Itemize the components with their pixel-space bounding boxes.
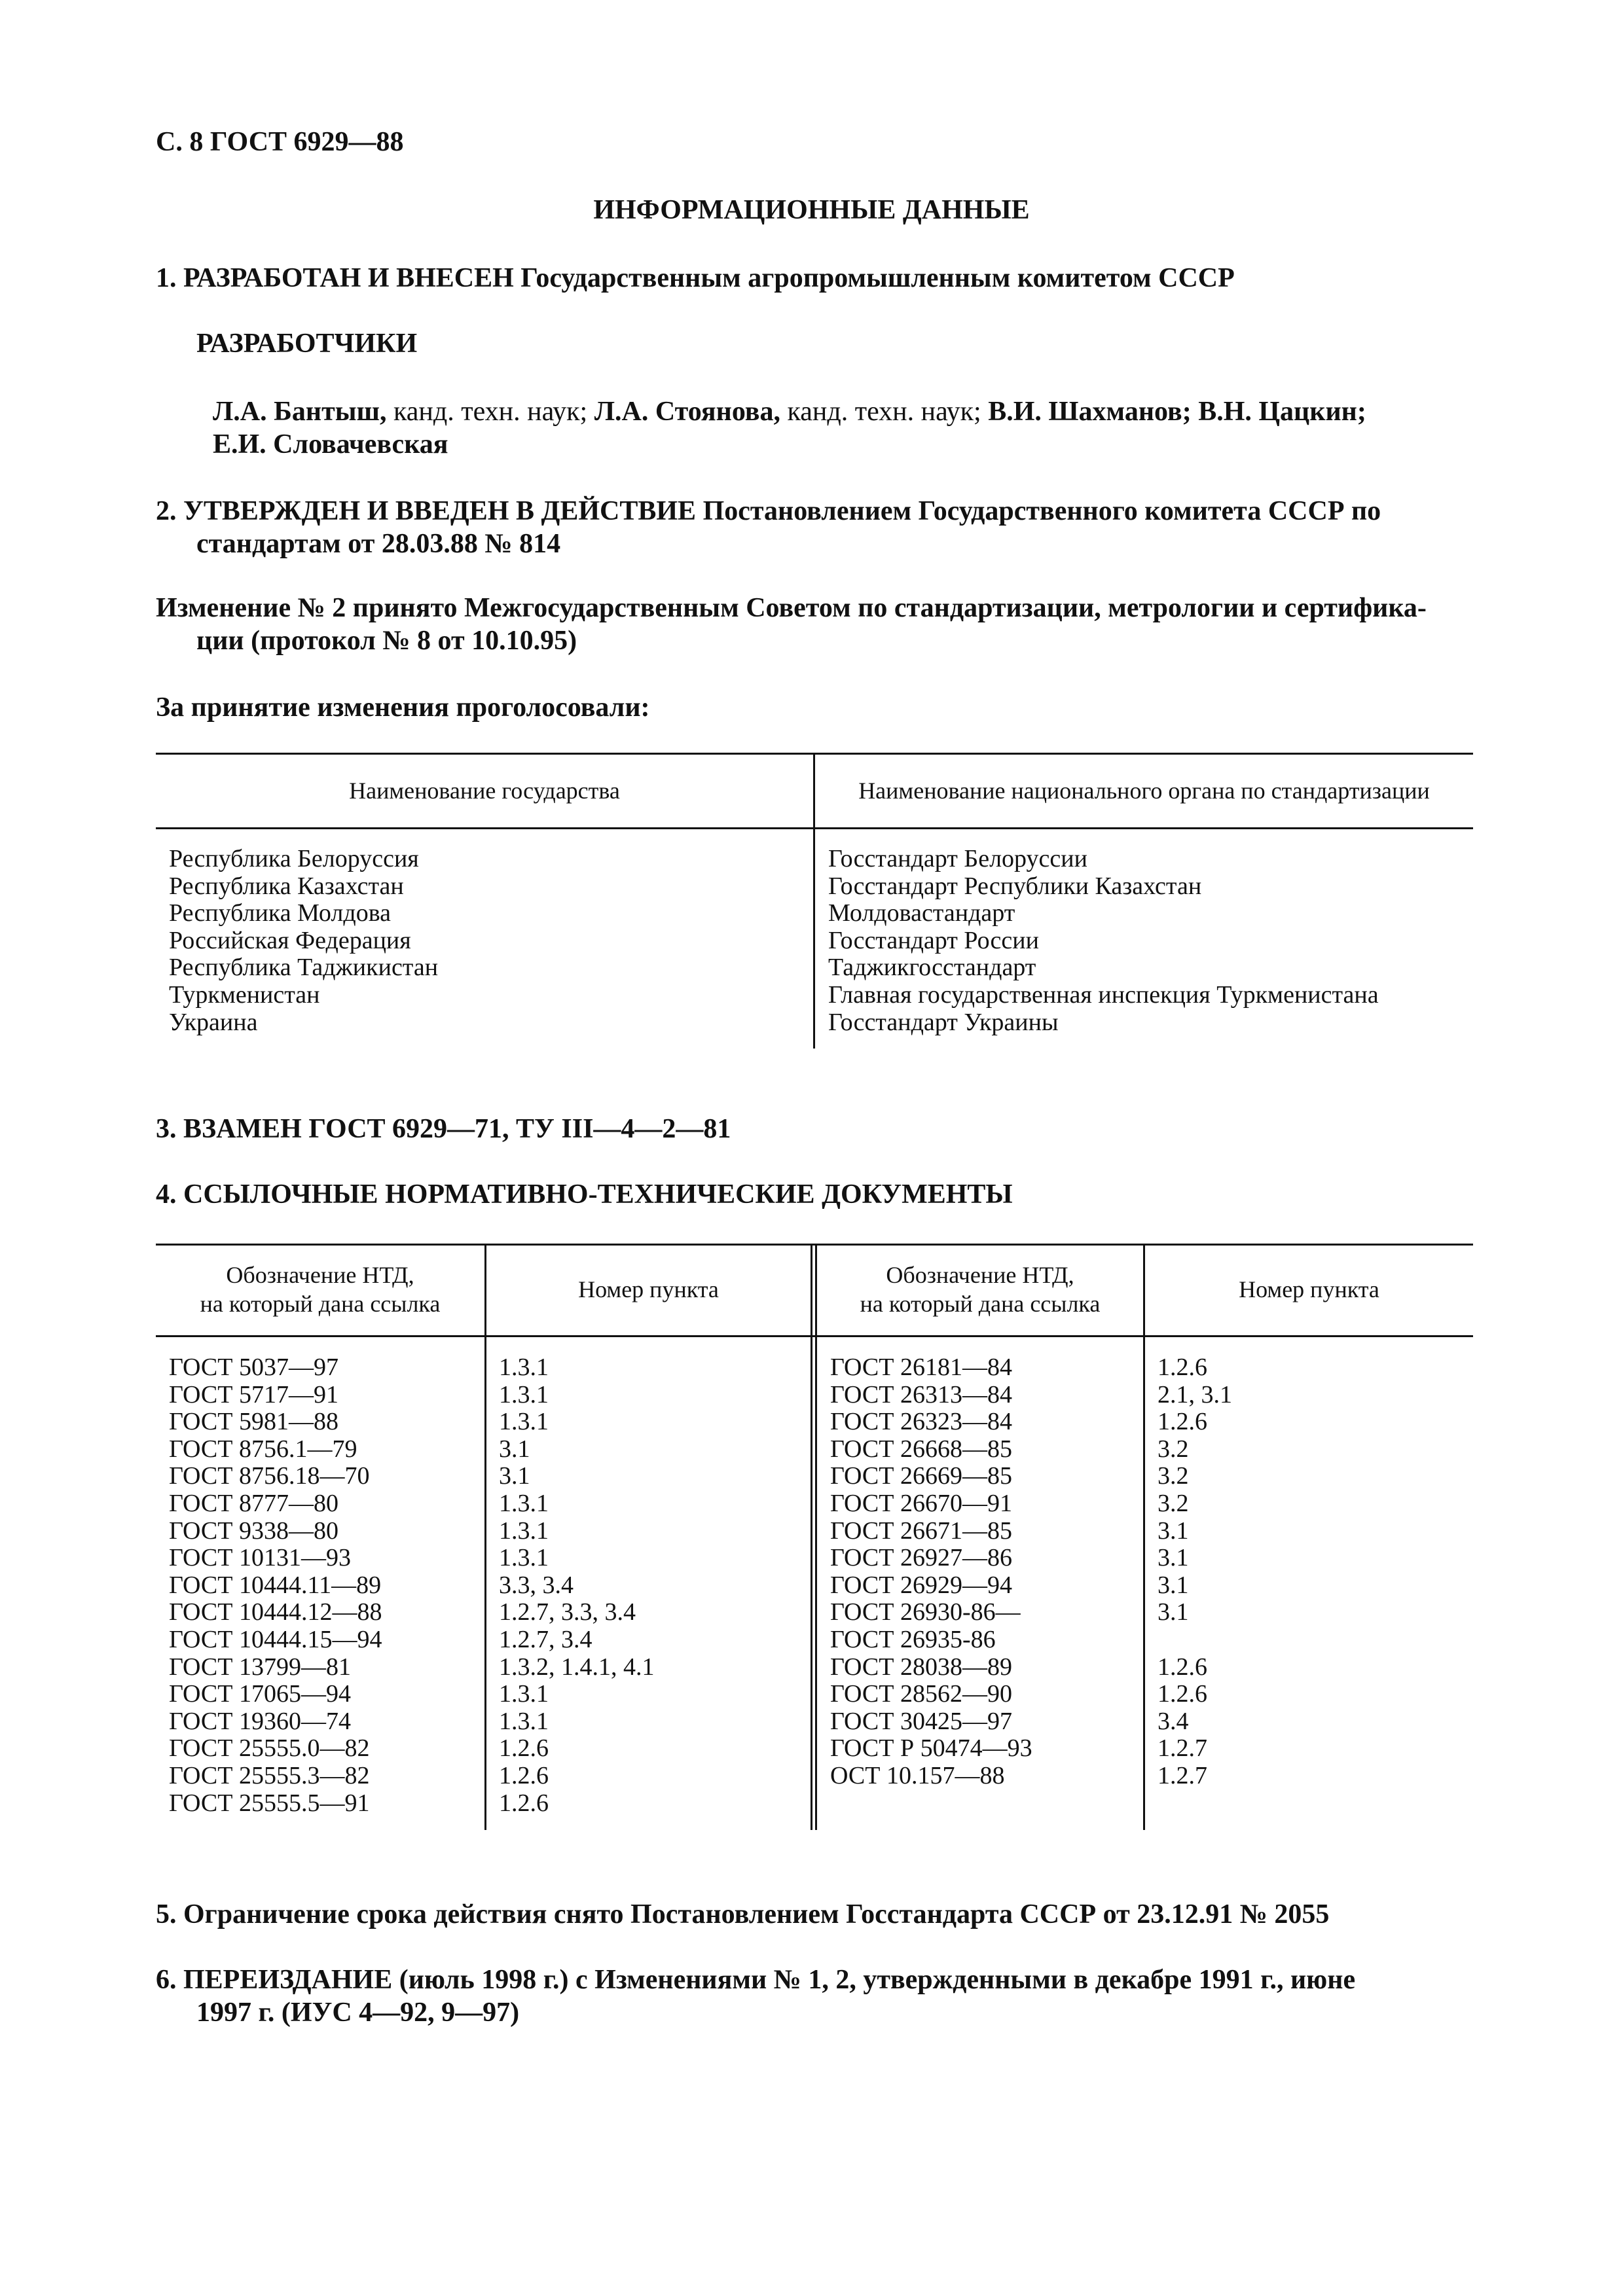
table-cell: ГОСТ 9338—80 xyxy=(169,1516,338,1545)
table-cell: 3.4 xyxy=(1158,1707,1189,1735)
table-cell: 1.3.1 xyxy=(499,1707,549,1735)
header-line: Обозначение НТД, xyxy=(226,1262,414,1288)
table-cell: 1.3.1 xyxy=(499,1408,549,1436)
table-cell: Республика Таджикистан xyxy=(169,954,439,982)
section-4: 4. ССЫЛОЧНЫЕ НОРМАТИВНО-ТЕХНИЧЕСКИЕ ДОКУМЕНТЫ xyxy=(156,1179,1013,1210)
table-cell: ГОСТ 17065—94 xyxy=(169,1680,351,1708)
header-line: Обозначение НТД, xyxy=(886,1262,1074,1288)
table-cell: 3.2 xyxy=(1158,1462,1189,1490)
developer-name: Л.А. Стоянова, xyxy=(594,397,780,427)
table-cell: 3.1 xyxy=(1158,1544,1189,1572)
table-cell: ГОСТ 30425—97 xyxy=(830,1707,1012,1735)
table-cell: ГОСТ 5037—97 xyxy=(169,1354,338,1381)
table-cell: ГОСТ 28038—89 xyxy=(830,1653,1012,1681)
table-cell: 3.2 xyxy=(1158,1489,1189,1517)
vote-header-body: Наименование национального органа по стандартизации xyxy=(858,778,1430,804)
table-cell: 1.3.1 xyxy=(499,1380,549,1408)
section-6-line-2: 1997 г. (ИУС 4—92, 9—97) xyxy=(196,1998,520,2028)
table-cell: ГОСТ 10444.12—88 xyxy=(169,1598,382,1626)
table-column-divider xyxy=(811,1244,812,1830)
table-cell: 3.1 xyxy=(1158,1516,1189,1545)
table-cell: 1.3.1 xyxy=(499,1516,549,1545)
table-cell: Туркменистан xyxy=(169,980,320,1009)
table-cell: 1.3.2, 1.4.1, 4.1 xyxy=(499,1653,655,1681)
vote-bodies-column xyxy=(828,846,1379,1036)
table-cell: ГОСТ 13799—81 xyxy=(169,1653,351,1681)
table-cell: Госстандарт России xyxy=(828,926,1039,954)
table-cell: Госстандарт Республики Казахстан xyxy=(828,872,1202,900)
ref-header-doc-left xyxy=(156,1261,484,1318)
ref-header-item-left: Номер пункта xyxy=(578,1276,719,1302)
table-cell: ГОСТ 19360—74 xyxy=(169,1707,351,1735)
ref-right-items-column xyxy=(1158,1354,1232,1790)
table-cell: Таджикгосстандарт xyxy=(828,954,1036,982)
table-header-rule xyxy=(156,1335,1473,1337)
ref-header-doc-right xyxy=(817,1261,1143,1318)
table-cell: 1.2.6 xyxy=(1158,1354,1207,1381)
table-cell: 1.2.6 xyxy=(499,1789,549,1817)
table-cell: ГОСТ 10131—93 xyxy=(169,1544,351,1572)
page-title: ИНФОРМАЦИОННЫЕ ДАННЫЕ xyxy=(593,195,1030,225)
table-column-divider xyxy=(815,1244,817,1830)
table-cell: Госстандарт Украины xyxy=(828,1008,1059,1036)
section-6-line-1: 6. ПЕРЕИЗДАНИЕ (июль 1998 г.) с Изменениями № 1, 2, утвержденными в декабре 1991 г., июне xyxy=(156,1965,1356,1995)
table-cell: ГОСТ 26668—85 xyxy=(830,1435,1012,1463)
table-cell: Российская Федерация xyxy=(169,926,411,954)
table-cell: ГОСТ 28562—90 xyxy=(830,1680,1012,1708)
table-cell: Госстандарт Белоруссии xyxy=(828,845,1087,872)
table-cell: ГОСТ 26927—86 xyxy=(830,1544,1012,1572)
table-cell: 3.1 xyxy=(1158,1571,1189,1599)
table-cell: Украина xyxy=(169,1008,258,1036)
table-cell: 1.2.6 xyxy=(499,1734,549,1763)
table-cell: ГОСТ 26323—84 xyxy=(830,1408,1012,1436)
table-cell: 1.3.1 xyxy=(499,1680,549,1708)
table-cell: 1.2.7, 3.3, 3.4 xyxy=(499,1598,636,1626)
table-cell: Республика Белоруссия xyxy=(169,845,419,872)
table-cell: Республика Казахстан xyxy=(169,872,404,900)
section-2-line-1: 2. УТВЕРЖДЕН И ВВЕДЕН В ДЕЙСТВИЕ Постановлением Государственного комитета СССР по xyxy=(156,496,1381,526)
header-line: на который дана ссылка xyxy=(860,1291,1101,1317)
table-cell: ГОСТ 26929—94 xyxy=(830,1571,1012,1599)
section-2-line-2: стандартам от 28.03.88 № 814 xyxy=(196,529,561,559)
table-cell: Республика Молдова xyxy=(169,899,392,927)
ref-left-docs-column xyxy=(169,1354,382,1817)
table-cell: ГОСТ 8756.18—70 xyxy=(169,1462,370,1490)
table-cell: 1.2.6 xyxy=(1158,1653,1207,1681)
vote-label: За принятие изменения проголосовали: xyxy=(156,692,650,723)
table-cell: 1.3.1 xyxy=(499,1489,549,1517)
developers-line-2: Е.И. Словачевская xyxy=(213,429,448,459)
vote-header-state: Наименование государства xyxy=(349,778,620,804)
table-cell: ГОСТ 10444.11—89 xyxy=(169,1571,382,1599)
ref-right-docs-column xyxy=(830,1354,1032,1790)
table-cell: Главная государственная инспекция Туркменистана xyxy=(828,980,1379,1009)
table-cell: ГОСТ 26935-86 xyxy=(830,1625,996,1653)
table-cell: ГОСТ 26671—85 xyxy=(830,1516,1012,1545)
header-line: на который дана ссылка xyxy=(200,1291,441,1317)
page-header: С. 8 ГОСТ 6929—88 xyxy=(156,127,404,157)
developer-name: В.И. Шахманов; xyxy=(988,397,1192,427)
table-cell: ГОСТ 25555.5—91 xyxy=(169,1789,370,1817)
table-cell: ГОСТ 8777—80 xyxy=(169,1489,338,1517)
table-cell: 1.3.1 xyxy=(499,1544,549,1572)
table-cell: 1.2.6 xyxy=(1158,1408,1207,1436)
section-3: 3. ВЗАМЕН ГОСТ 6929—71, ТУ III—4—2—81 xyxy=(156,1114,731,1144)
ref-header-item-right: Номер пункта xyxy=(1239,1276,1379,1302)
table-cell: ГОСТ 25555.3—82 xyxy=(169,1761,370,1789)
table-cell: 1.2.7 xyxy=(1158,1734,1207,1763)
table-cell: ОСТ 10.157—88 xyxy=(830,1761,1005,1789)
table-cell: ГОСТ 10444.15—94 xyxy=(169,1625,382,1653)
table-header-rule xyxy=(156,827,1473,829)
table-cell: Молдовастандарт xyxy=(828,899,1015,927)
table-cell: 3.3, 3.4 xyxy=(499,1571,574,1599)
table-column-divider xyxy=(1143,1244,1145,1830)
table-cell: ГОСТ 26670—91 xyxy=(830,1489,1012,1517)
table-cell: 3.1 xyxy=(499,1435,530,1463)
table-cell: 1.2.7 xyxy=(1158,1761,1207,1789)
table-cell: 3.1 xyxy=(1158,1598,1189,1626)
table-cell: 2.1, 3.1 xyxy=(1158,1380,1232,1408)
developer-title: канд. техн. наук; xyxy=(393,397,588,427)
table-cell: ГОСТ 5717—91 xyxy=(169,1380,338,1408)
table-cell: ГОСТ Р 50474—93 xyxy=(830,1734,1032,1763)
developer-name: Л.А. Бантыш, xyxy=(213,397,387,427)
vote-states-column xyxy=(169,846,438,1036)
table-cell: ГОСТ 26181—84 xyxy=(830,1354,1012,1381)
developer-name: В.Н. Цацкин; xyxy=(1198,397,1366,427)
table-cell: 1.3.1 xyxy=(499,1354,549,1381)
table-cell: 3.1 xyxy=(499,1462,530,1490)
table-column-divider xyxy=(484,1244,486,1830)
table-cell: ГОСТ 26669—85 xyxy=(830,1462,1012,1490)
developers-line xyxy=(213,395,1366,428)
table-cell: ГОСТ 5981—88 xyxy=(169,1408,338,1436)
section-1: 1. РАЗРАБОТАН И ВНЕСЕН Государственным агропромышленным комитетом СССР xyxy=(156,263,1235,293)
section-5: 5. Ограничение срока действия снято Постановлением Госстандарта СССР от 23.12.91 № 2055 xyxy=(156,1899,1330,1929)
table-cell: 1.2.6 xyxy=(1158,1680,1207,1708)
table-cell: ГОСТ 8756.1—79 xyxy=(169,1435,357,1463)
table-cell: 1.2.6 xyxy=(499,1761,549,1789)
table-cell: 1.2.7, 3.4 xyxy=(499,1625,593,1653)
developers-label: РАЗРАБОТЧИКИ xyxy=(196,329,418,359)
table-cell: ГОСТ 25555.0—82 xyxy=(169,1734,370,1763)
table-cell xyxy=(1158,1626,1232,1654)
amendment-line-2: ции (протокол № 8 от 10.10.95) xyxy=(196,626,577,656)
amendment-line-1: Изменение № 2 принято Межгосударственным Советом по стандартизации, метрологии и сертифика- xyxy=(156,593,1427,623)
table-cell: ГОСТ 26930-86— xyxy=(830,1598,1021,1626)
table-top-rule xyxy=(156,1244,1473,1246)
developer-title: канд. техн. наук; xyxy=(787,397,981,427)
table-cell: 3.2 xyxy=(1158,1435,1189,1463)
ref-left-items-column xyxy=(499,1354,655,1817)
table-cell: ГОСТ 26313—84 xyxy=(830,1380,1012,1408)
